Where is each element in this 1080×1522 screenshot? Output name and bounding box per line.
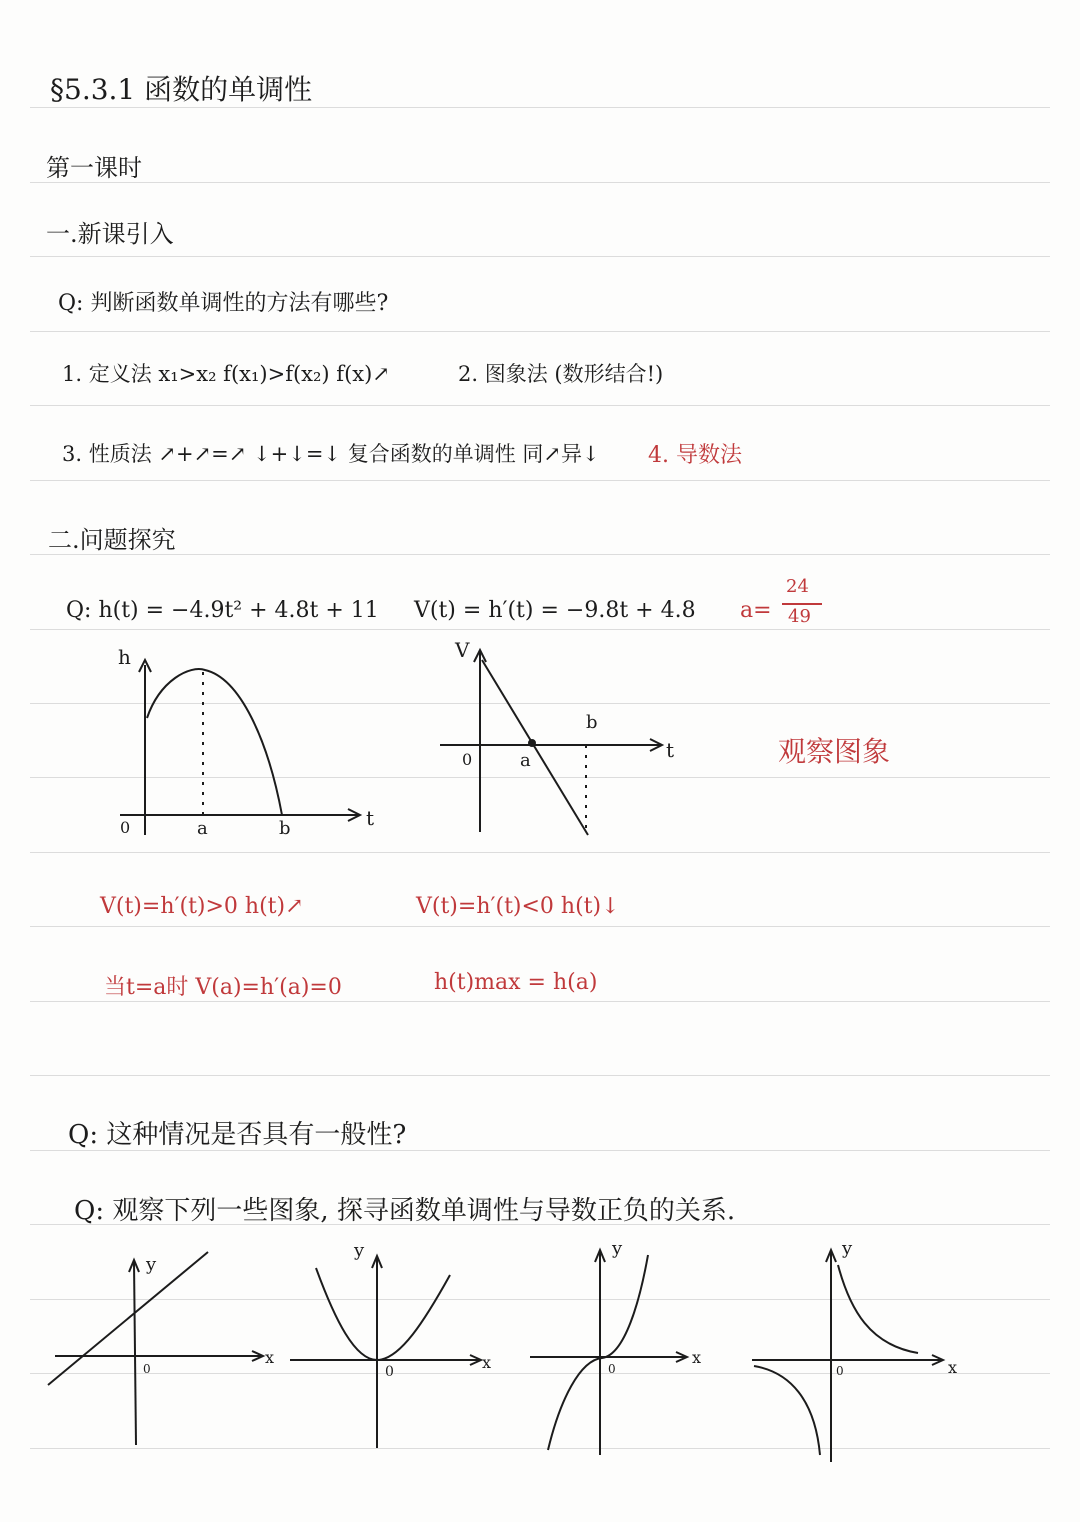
method-graph: 2. 图象法 (数形结合!) [458, 362, 664, 386]
velocity-graph [440, 650, 662, 835]
graph1-x-label: t [366, 806, 375, 830]
method-derivative: 4. 导数法 [648, 443, 742, 468]
height-graph [120, 660, 360, 835]
axis-x-label: x [948, 1358, 958, 1377]
section2-heading: 二.问题探究 [48, 526, 176, 554]
graph2-a: a [520, 750, 531, 771]
question-observe: Q: 观察下列一些图象, 探寻函数单调性与导数正负的关系. [74, 1196, 736, 1226]
graph1-origin: 0 [120, 818, 131, 837]
conclusion-extreme: 当t=a时 V(a)=h′(a)=0 [104, 975, 342, 1000]
methods-question: Q: 判断函数单调性的方法有哪些? [58, 291, 389, 316]
axis-x-label: x [692, 1348, 702, 1367]
velocity-function: V(t) = h′(t) = −9.8t + 4.8 [414, 598, 696, 623]
a-denominator: 49 [788, 606, 811, 627]
height-function: Q: h(t) = −4.9t² + 4.8t + 11 [66, 598, 379, 623]
zero-point [529, 740, 535, 746]
graph-hyperbola [752, 1250, 943, 1462]
graph-parabola [290, 1256, 481, 1448]
axis-y-label: y [842, 1238, 853, 1259]
graph2-y-label: V [455, 638, 470, 662]
a-numerator: 24 [786, 576, 809, 597]
method-definition: 1. 定义法 x₁>x₂ f(x₁)>f(x₂) f(x)↗ [62, 362, 390, 386]
graph2-origin: 0 [462, 750, 473, 769]
axis-origin: 0 [143, 1362, 151, 1376]
method-property: 3. 性质法 ↗+↗=↗ ↓+↓=↓ 复合函数的单调性 同↗异↓ [62, 442, 600, 466]
conclusion-decreasing: V(t)=h′(t)<0 h(t)↓ [416, 894, 620, 919]
axis-origin: 0 [608, 1362, 616, 1376]
axis-x-label: x [482, 1353, 492, 1372]
a-label: a= [740, 598, 772, 623]
page-title: §5.3.1 函数的单调性 [50, 73, 313, 106]
lesson-label: 第一课时 [46, 154, 142, 182]
graph-cubic [530, 1250, 687, 1455]
axis-y-label: y [354, 1240, 365, 1261]
h-curve [147, 669, 282, 815]
axis-x-label: x [265, 1348, 275, 1367]
conclusion-increasing: V(t)=h′(t)>0 h(t)↗ [100, 894, 304, 919]
axis-origin: 0 [836, 1364, 844, 1378]
graph2-x-label: t [666, 738, 675, 762]
axis-y-label: y [612, 1238, 623, 1259]
observe-graph-note: 观察图象 [778, 735, 891, 768]
conclusion-max: h(t)max = h(a) [434, 970, 598, 995]
graph1-a: a [197, 818, 208, 839]
axis-y-label: y [146, 1254, 157, 1275]
axis-origin: 0 [385, 1364, 394, 1380]
graph1-y-label: h [118, 645, 131, 669]
graph2-b: b [586, 712, 598, 733]
graph-linear [48, 1252, 263, 1445]
section1-heading: 一.新课引入 [46, 220, 174, 248]
question-general: Q: 这种情况是否具有一般性? [68, 1120, 407, 1150]
graph1-b: b [279, 818, 291, 839]
v-line [482, 660, 588, 835]
